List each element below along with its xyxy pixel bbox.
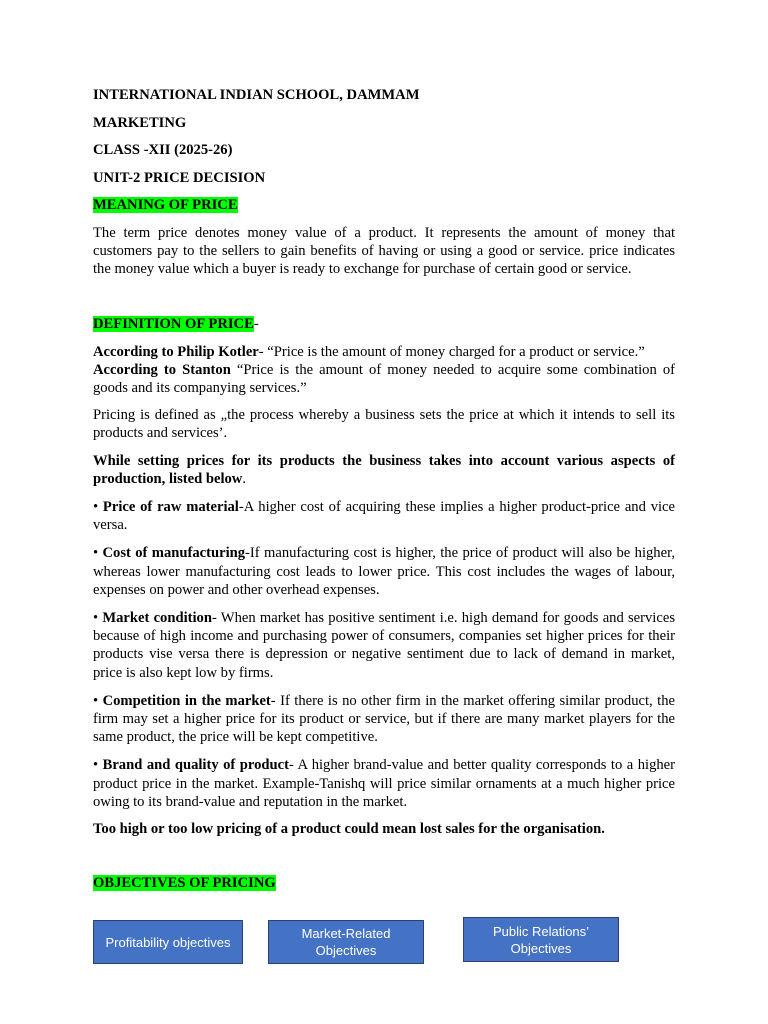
- definition-heading: DEFINITION OF PRICE: [93, 316, 254, 333]
- kotler-label: According to Philip Kotler: [93, 343, 259, 360]
- unit-title: UNIT-2 PRICE DECISION: [93, 169, 266, 186]
- definition-heading-line: [93, 315, 675, 333]
- kotler-text: - “Price is the amount of money charged for a product or service.”: [258, 343, 645, 360]
- bullet-icon: •: [93, 692, 99, 709]
- factor-item: [93, 609, 675, 682]
- box-label: Market-Related Objectives: [301, 926, 391, 958]
- stanton-label: According to Stanton: [93, 361, 231, 378]
- factor-item: [93, 544, 675, 599]
- meaning-paragraph: The term price denotes money value of a product. It represents the amount of money that customers pay to the sellers to gain benefits of having or using a good or service. price indicates the money value which a buyer is ready to exchange for purchase of certain good or service.: [93, 224, 675, 277]
- factor-label: Competition in the market: [102, 692, 271, 709]
- factors-intro: [93, 452, 675, 488]
- factors-intro-end: .: [242, 470, 246, 487]
- market-related-objectives-box: [268, 920, 424, 964]
- factor-item: [93, 498, 675, 534]
- meaning-heading: MEANING OF PRICE: [93, 197, 238, 213]
- conclusion-text: Too high or too low pricing of a product could mean lost sales for the organisation.: [93, 821, 605, 838]
- factor-text: - A higher brand-value and better quality corresponds to a higher product price in the market. Example-Tanishq will price similar ornaments at a much higher price owing to its brand-value and reputation in the market.: [93, 757, 675, 810]
- factor-text: - When market has positive sentiment i.e. high demand for goods and services because of high income and purchasing power of consumers, companies set higher prices for their products vise versa there is depression or negative sentiment due to lack of demand in market, price is also kept low by firms.: [93, 610, 675, 681]
- kotler-definition: [93, 343, 675, 361]
- box-label: Profitability objectives: [105, 934, 231, 950]
- pricing-definition: Pricing is defined as „the process whereby a business sets the price at which it intends to sell its products and services’.: [93, 407, 675, 442]
- bullet-icon: •: [93, 545, 99, 562]
- factor-label: Cost of manufacturing: [102, 545, 246, 562]
- factor-label: Market condition: [102, 610, 212, 627]
- factor-text: -A higher cost of acquiring these implies a higher product-price and vice versa.: [93, 499, 676, 534]
- factor-label: Price of raw material: [102, 499, 239, 516]
- profitability-objectives-box: [93, 920, 243, 964]
- bullet-icon: •: [93, 610, 99, 627]
- factor-label: Brand and quality of product: [102, 757, 289, 774]
- factors-intro-text: While setting prices for its products the business takes into account various aspects of production, listed below: [93, 452, 675, 487]
- subject-title: MARKETING: [93, 114, 187, 131]
- public-relations-objectives-box: [463, 917, 619, 962]
- definition-heading-suffix: -: [253, 316, 259, 333]
- meaning-heading-line: [93, 196, 675, 214]
- objectives-boxes: [93, 917, 623, 967]
- box-label: Public Relations’ Objectives: [492, 923, 590, 956]
- factor-text: - If there is no other firm in the market offering similar product, the firm may set a higher price for its product or service, but if there are many market players for the same product, the price will be kept competitive.: [93, 692, 675, 746]
- bullet-icon: •: [93, 499, 99, 516]
- class-title: CLASS -XII (2025-26): [93, 142, 233, 158]
- school-name: INTERNATIONAL INDIAN SCHOOL, DAMMAM: [93, 87, 420, 103]
- factor-item: [93, 692, 675, 747]
- stanton-definition: [93, 361, 675, 397]
- bullet-icon: •: [93, 757, 99, 774]
- objectives-heading: OBJECTIVES OF PRICING: [93, 875, 276, 892]
- document-page: [93, 86, 675, 902]
- stanton-text: “Price is the amount of money needed to acquire some combination of goods and its companying services.”: [93, 361, 676, 397]
- objectives-heading-line: [93, 874, 675, 892]
- conclusion: [93, 820, 675, 838]
- factor-item: [93, 756, 675, 811]
- factor-text: -If manufacturing cost is higher, the price of product will also be higher, whereas lower manufacturing cost leads to lower price. This cost includes the wages of labour, expenses on power and other overhead expenses.: [93, 545, 675, 598]
